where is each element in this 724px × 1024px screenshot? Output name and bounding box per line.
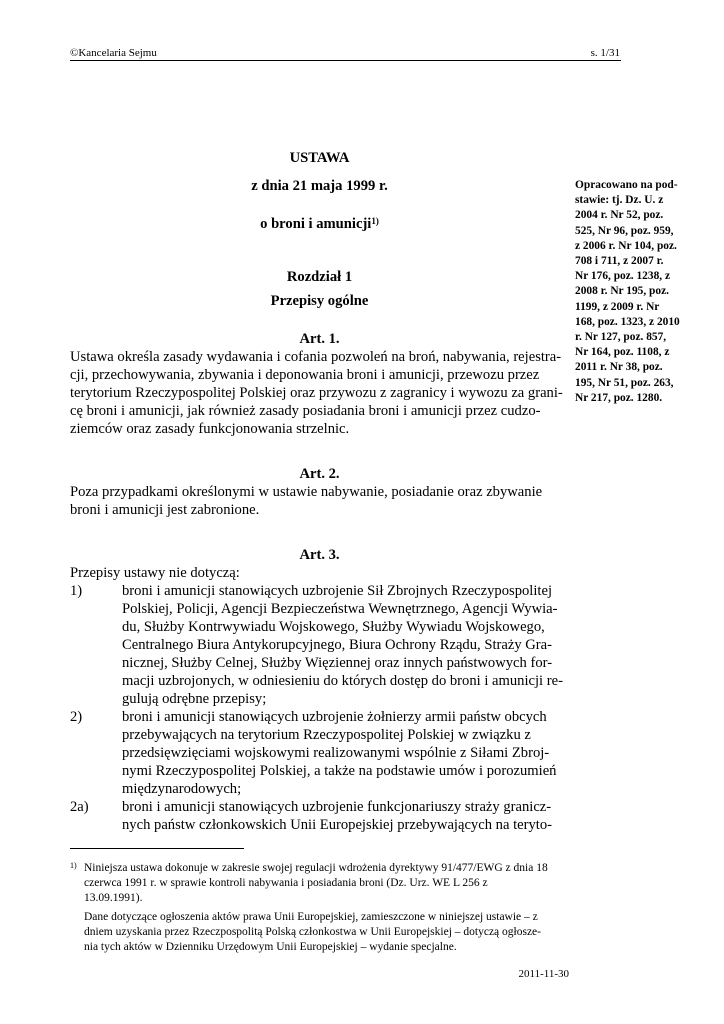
list-item-line: Centralnego Biura Antykorupcyjnego, Biura Ochrony Rządu, Straży Gra- [122,637,552,653]
footnote-line: dniem uzyskania przez Rzeczpospolitą Polską członkostwa w Unii Europejskiej – dotyczą ogłosze- [84,926,541,938]
footnote-line: Niniejsza ustawa dokonuje w zakresie swojej regulacji wdrożenia dyrektywy 91/477/EWG z dnia 18 [84,862,548,874]
list-item [70,582,569,708]
art1-line: cę broni i amunicji, jak również zasady posiadania broni i amunicji przez cudzo- [70,403,541,419]
list-item-line: broni i amunicji stanowiących uzbrojenie żołnierzy armii państw obcych [122,709,547,725]
list-item-line: broni i amunicji stanowiących uzbrojenie funkcjonariuszy straży granicz- [122,799,552,815]
header-rule [70,60,621,61]
sidenote-line: stawie: tj. Dz. U. z [575,194,664,207]
act-title [70,215,569,233]
art1-text [70,348,569,438]
footnote-ref[interactable]: 1) [371,216,379,226]
sidenote-line: 2008 r. Nr 195, poz. [575,285,669,298]
list-item-line: przedsięwzięciami wojskowymi realizowanymi wspólnie z Siłami Zbroj- [122,745,550,761]
chapter-number: Rozdział 1 [286,269,353,285]
art2-text [70,483,569,519]
act-date: z dnia 21 maja 1999 r. [251,178,388,194]
page-number: s. 1/31 [590,47,620,59]
footnote-paragraph [70,861,569,906]
list-item-line: Polskiej, Policji, Agencji Bezpieczeństwa Wewnętrznego, Agencji Wywia- [122,601,558,617]
sidenote-line: 2004 r. Nr 52, poz. [575,209,664,222]
chapter-name: Przepisy ogólne [270,293,369,309]
art3-intro: Przepisy ustawy nie dotyczą: [70,565,240,581]
document-body [70,149,569,834]
list-item-number: 1) [70,583,83,599]
list-item-line: międzynarodowych; [122,781,242,797]
footnote-line: nia tych aktów w Dzienniku Urzędowym Unii Europejskiej – wydanie specjalne. [84,941,457,953]
footnote-line: czerwca 1991 r. w sprawie kontroli nabywania i posiadania broni (Dz. Urz. WE L 256 z [84,877,488,889]
footnote-line: 13.09.1991). [84,892,143,904]
list-item-line: nymi Rzeczypospolitej Polskiej, a także na podstawie umów i porozumień [122,763,557,779]
list-item-line: nych państw członkowskich Unii Europejskiej przebywających na teryto- [122,817,552,833]
sidenote-line: 2011 r. Nr 38, poz. [575,361,663,374]
sidenote-line: 708 i 711, z 2007 r. [575,255,664,268]
sidenote-line: z 2006 r. Nr 104, poz. [575,239,677,252]
art1-heading: Art. 1. [299,331,340,347]
list-item-number: 2) [70,709,83,725]
sidenote-line: Opracowano na pod- [575,179,678,191]
source-sidenote [575,178,687,406]
art3-heading: Art. 3. [299,547,340,563]
footnote [70,861,569,955]
art1-line: ziemców oraz zasady funkcjonowania strzelnic. [70,421,350,437]
sidenote-line: Nr 217, poz. 1280. [575,391,663,404]
list-item-line: przebywających na terytorium Rzeczypospolitej Polskiej w związku z [122,727,531,743]
list-item-line: du, Służby Kontrwywiadu Wojskowego, Służby Wywiadu Wojskowego, [122,619,545,635]
art1-line: Ustawa określa zasady wydawania i cofania pozwoleń na broń, nabywania, rejestra- [70,349,562,365]
sidenote-line: 168, poz. 1323, z 2010 [575,315,680,328]
art2-heading: Art. 2. [299,466,340,482]
sidenote-line: Nr 176, poz. 1238, z [575,270,671,283]
document-date: 2011-11-30 [518,968,569,980]
sidenote-line: 195, Nr 51, poz. 263, [575,376,674,389]
art2-line: Poza przypadkami określonymi w ustawie nabywanie, posiadanie oraz zbywanie [70,484,543,500]
sidenote-line: 525, Nr 96, poz. 959, [575,224,674,237]
art2-line: broni i amunicji jest zabronione. [70,502,260,518]
list-item-line: gulują odrębne przepisy; [122,691,267,707]
list-item-line: broni i amunicji stanowiących uzbrojenie Sił Zbrojnych Rzeczypospolitej [122,583,552,599]
footnote-mark: 1) [70,861,77,870]
sidenote-line: r. Nr 127, poz. 857, [575,331,667,344]
list-item-line: macji uzbrojonych, w odniesieniu do których dostęp do broni i amunicji re- [122,673,563,689]
list-item-line: nicznej, Służby Celnej, Służby Więziennej oraz innych państwowych for- [122,655,553,671]
act-type: USTAWA [289,150,350,166]
sidenote-line: Nr 164, poz. 1108, z [575,346,670,359]
sidenote-line: 1199, z 2009 r. Nr [575,300,660,313]
footnote-line: Dane dotyczące ogłoszenia aktów prawa Unii Europejskiej, zamieszczone w niniejszej ustawie – z [84,911,538,923]
art1-line: cji, przechowywania, zbywania i deponowania broni i amunicji, przewozu przez [70,367,540,383]
footnote-paragraph [70,910,569,955]
list-item-number: 2a) [70,799,89,815]
act-title-text: o broni i amunicji [260,216,372,232]
list-item [70,798,569,834]
footnote-rule [70,848,244,849]
header-publisher: ©Kancelaria Sejmu [70,47,157,59]
art1-line: terytorium Rzeczypospolitej Polskiej oraz przywozu z zagranicy i wywozu za grani- [70,385,563,401]
list-item [70,708,569,798]
